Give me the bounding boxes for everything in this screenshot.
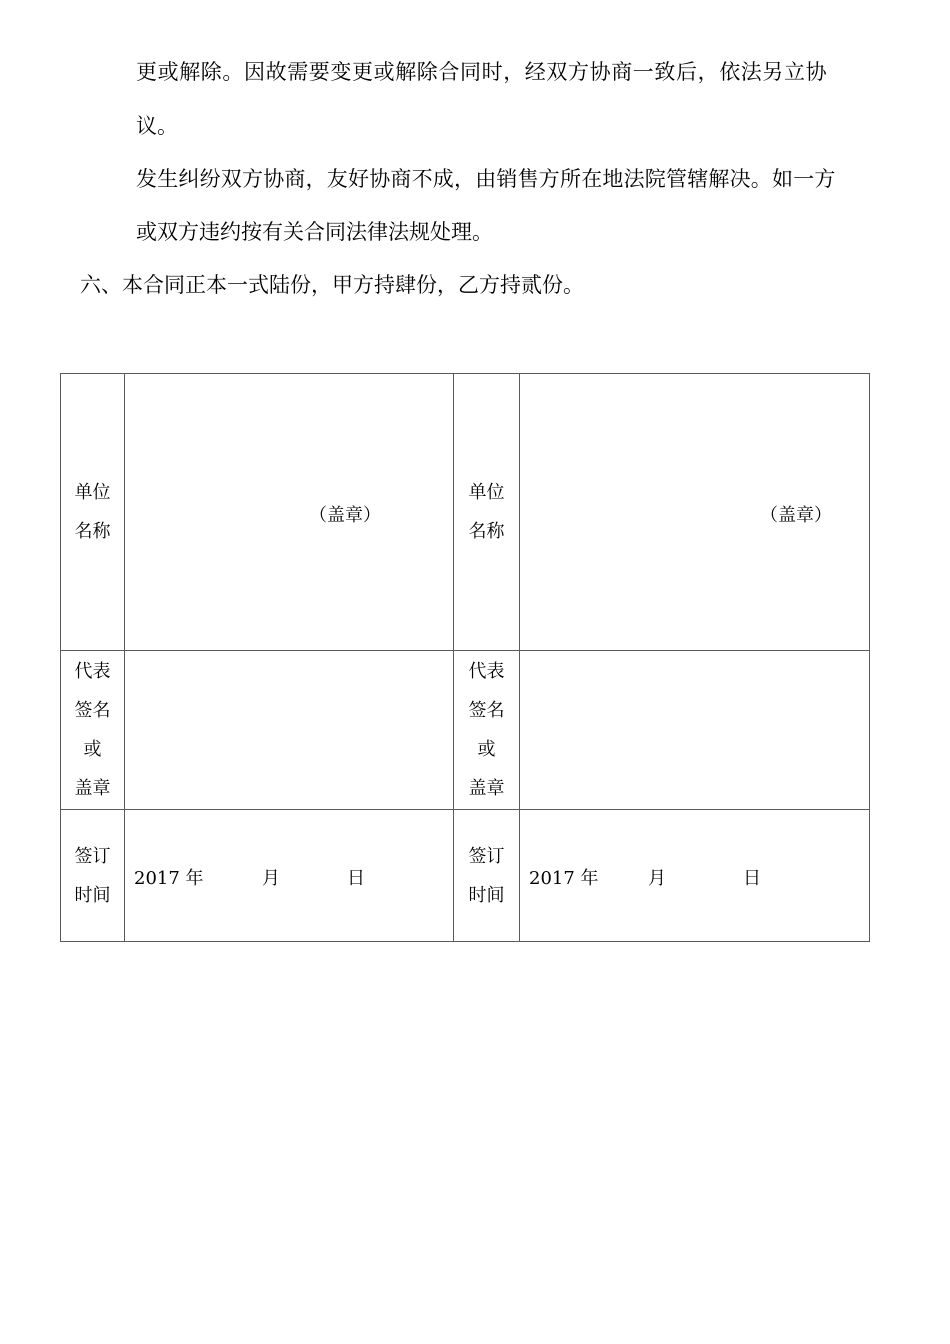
date-month: 月	[648, 868, 666, 889]
party-a-rep-label: 代表 签名 或 盖章	[61, 651, 125, 810]
representative-row	[61, 651, 870, 810]
party-a-rep-signature-field[interactable]	[125, 651, 454, 810]
signature-table	[60, 373, 870, 942]
date-day: 日	[347, 868, 365, 889]
date-year: 2017 年	[134, 868, 204, 889]
party-a-unit-label: 单位 名称	[61, 374, 125, 651]
party-b-unit-label: 单位 名称	[454, 374, 520, 651]
party-b-rep-signature-field[interactable]	[520, 651, 870, 810]
unit-name-row	[61, 374, 870, 651]
party-b-date-field[interactable]	[520, 810, 870, 942]
dispute-clause-line: 或双方违约按有关合同法律法规处理。	[136, 220, 493, 244]
party-a-date-field[interactable]	[125, 810, 454, 942]
date-year: 2017 年	[529, 868, 599, 889]
signing-date-row	[61, 810, 870, 942]
party-a-unit-name-field[interactable]	[125, 374, 454, 651]
seal-placeholder: （盖章）	[309, 505, 381, 526]
date-day: 日	[743, 868, 761, 889]
party-a-date-label: 签订 时间	[61, 810, 125, 942]
party-b-date-label: 签订 时间	[454, 810, 520, 942]
seal-placeholder: （盖章）	[760, 505, 832, 526]
party-b-unit-name-field[interactable]	[520, 374, 870, 651]
clause-text-line: 更或解除。因故需要变更或解除合同时，经双方协商一致后，依法另立协	[136, 60, 828, 84]
copies-clause: 六、本合同正本一式陆份，甲方持肆份，乙方持贰份。	[80, 273, 584, 297]
dispute-clause-line: 发生纠纷双方协商，友好协商不成，由销售方所在地法院管辖解决。如一方	[136, 167, 836, 191]
party-b-rep-label: 代表 签名 或 盖章	[454, 651, 520, 810]
clause-text-line: 议。	[136, 114, 178, 138]
date-month: 月	[262, 868, 280, 889]
